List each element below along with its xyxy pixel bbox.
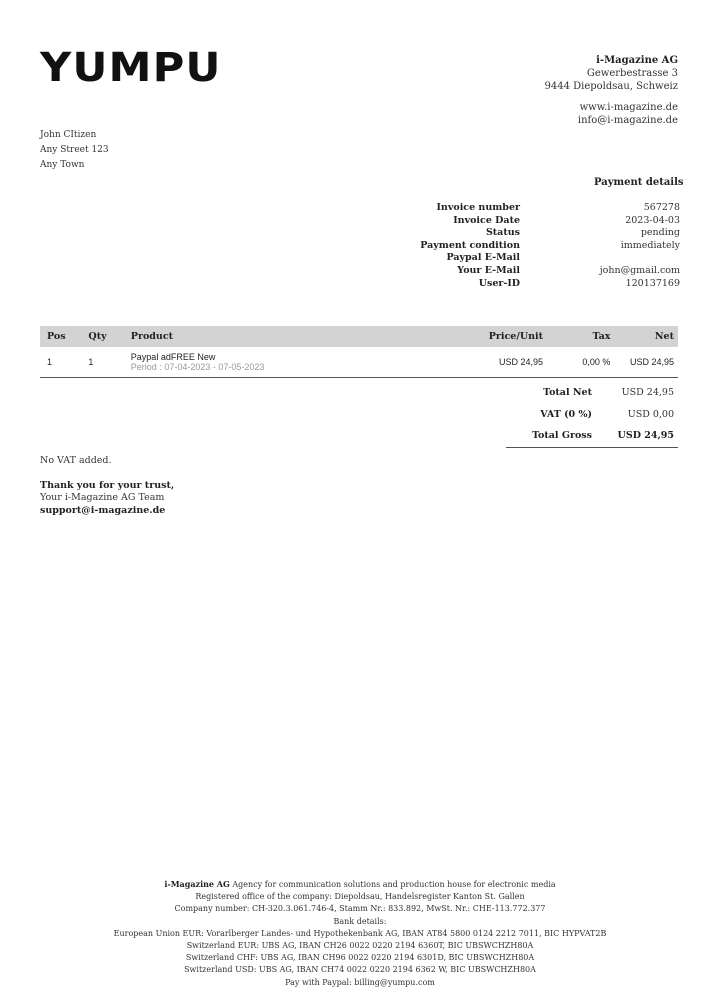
vat-value: USD 0,00 xyxy=(627,408,674,420)
paypal-email-value xyxy=(560,252,680,265)
customer-address xyxy=(40,128,109,173)
product-period: Period : 07-04-2023 - 07-05-2023 xyxy=(130,362,265,372)
footer-company-number: Company number: CH-320.3.061.746-4, Stamm Nr.: 833.892, MwSt. Nr.: CHE-113.772.377 xyxy=(174,904,546,914)
footer-bank-ch-usd: Switzerland USD: UBS AG, IBAN CH74 0022 0220 2194 6362 W, BIC UBSWCHZH80A xyxy=(184,965,536,975)
row-price: USD 24,95 xyxy=(498,357,544,367)
closing-notes xyxy=(40,455,174,517)
total-gross-label: Total Gross xyxy=(532,430,592,442)
table-header xyxy=(40,326,678,347)
total-net-value: USD 24,95 xyxy=(621,387,674,399)
total-net-row xyxy=(506,382,678,404)
status-label: Status xyxy=(485,227,520,239)
customer-town: Any Town xyxy=(40,160,85,170)
header-net: Net xyxy=(654,331,674,342)
totals-block xyxy=(506,382,678,448)
status-value: pending xyxy=(640,227,680,239)
row-pos: 1 xyxy=(47,357,53,367)
footer xyxy=(0,878,720,989)
company-street: Gewerbestrasse 3 xyxy=(586,68,678,79)
footer-bank-ch-eur: Switzerland EUR: UBS AG, IBAN CH26 0022 0220 2194 6360T, BIC UBSWCHZH80A xyxy=(186,941,534,951)
footer-bank-ch-chf: Switzerland CHF: UBS AG, IBAN CH96 0022 0220 2194 6301D, BIC UBSWCHZH80A xyxy=(185,953,535,963)
footer-paypal[interactable]: Pay with Paypal: billing@yumpu.com xyxy=(285,977,435,987)
company-website[interactable]: www.i-magazine.de xyxy=(579,102,678,113)
invoice-items-table xyxy=(40,326,678,378)
company-city: 9444 Diepoldsau, Schweiz xyxy=(544,81,678,92)
total-gross-value: USD 24,95 xyxy=(617,430,674,442)
user-id-label: User-ID xyxy=(478,277,520,289)
invoice-date-label: Invoice Date xyxy=(453,214,520,226)
footer-bank-title: Bank details: xyxy=(333,916,387,926)
user-id-value: 120137169 xyxy=(625,277,680,289)
customer-name: John CItizen xyxy=(40,130,97,140)
your-email-value: john@gmail.com xyxy=(599,264,680,276)
footer-registered: Registered office of the company: Diepoldsau, Handelsregister Kanton St. Gallen xyxy=(195,892,525,902)
yumpu-logo: YUMPU xyxy=(40,45,222,91)
payment-details-labels xyxy=(410,202,520,290)
support-email[interactable]: support@i-magazine.de xyxy=(40,504,166,516)
table-row xyxy=(40,347,678,378)
payment-details-title: Payment details xyxy=(594,177,684,188)
footer-company-name: i-Magazine AG xyxy=(164,879,230,889)
row-qty: 1 xyxy=(88,357,94,367)
invoice-number-label: Invoice number xyxy=(436,202,520,213)
payment-condition-value: immediately xyxy=(620,239,680,251)
company-email[interactable]: info@i-magazine.de xyxy=(577,115,678,126)
vat-row xyxy=(506,404,678,426)
team-signature: Your i-Magazine AG Team xyxy=(40,492,165,503)
row-product xyxy=(131,352,439,372)
vat-label: VAT (0 %) xyxy=(540,408,592,420)
payment-details-values xyxy=(560,202,680,290)
header-tax: Tax xyxy=(592,331,611,342)
payment-condition-label: Payment condition xyxy=(420,239,520,251)
footer-company-desc: Agency for communication solutions and production house for electronic media xyxy=(229,880,556,889)
invoice-number-value: 567278 xyxy=(643,202,680,213)
company-name: i-Magazine AG xyxy=(596,55,678,66)
total-gross-row xyxy=(506,425,678,448)
row-tax: 0,00 % xyxy=(582,357,611,367)
invoice-date-value: 2023-04-03 xyxy=(625,214,680,226)
header-price: Price/Unit xyxy=(488,331,544,342)
your-email-label: Your E-Mail xyxy=(457,264,520,276)
vat-note: No VAT added. xyxy=(40,455,112,466)
header-qty: Qty xyxy=(88,331,107,342)
total-net-label: Total Net xyxy=(543,387,592,399)
paypal-email-label: Paypal E-Mail xyxy=(446,252,520,264)
thanks-text: Thank you for your trust, xyxy=(40,479,175,491)
footer-company-line xyxy=(0,878,720,891)
company-address xyxy=(544,54,678,127)
header-pos: Pos xyxy=(47,331,66,342)
footer-bank-eu-eur: European Union EUR: Vorarlberger Landes- und Hypothekenbank AG, IBAN AT84 5800 0124 2212 7011, BIC HYPVAT2B xyxy=(113,928,607,938)
product-name: Paypal adFREE New xyxy=(130,352,216,362)
row-net: USD 24,95 xyxy=(629,357,674,367)
header-product: Product xyxy=(130,331,174,342)
customer-street: Any Street 123 xyxy=(40,145,109,155)
